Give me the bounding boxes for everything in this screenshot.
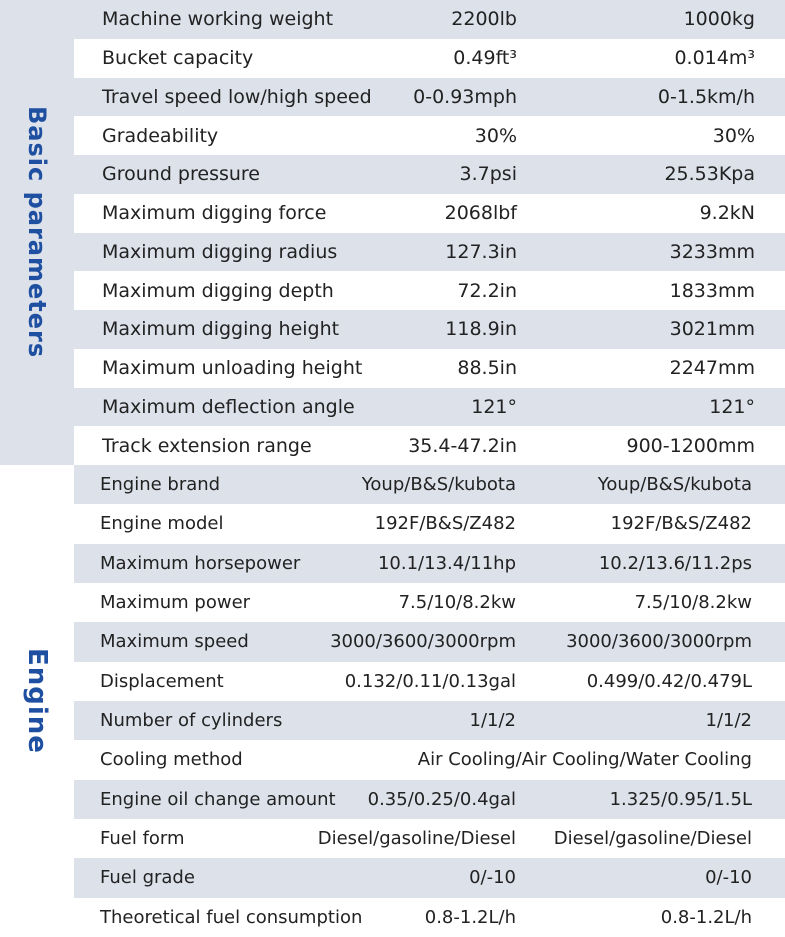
- imperial-value: Youp/B&S/kubota: [361, 474, 516, 496]
- metric-value: 1833mm: [669, 279, 755, 302]
- imperial-value: 30%: [474, 124, 517, 147]
- metric-value: 900-1200mm: [626, 434, 755, 457]
- param-label: Fuel form: [100, 828, 185, 850]
- table-row: [74, 622, 785, 661]
- table-row: [74, 155, 785, 194]
- table-row: [74, 780, 785, 819]
- metric-value: 1000kg: [683, 8, 755, 31]
- param-label: Engine brand: [100, 474, 221, 496]
- table-row: [74, 426, 785, 465]
- param-label: Maximum digging radius: [102, 240, 338, 263]
- imperial-value: 192F/B&S/Z482: [374, 513, 516, 535]
- param-label: Cooling method: [100, 749, 243, 771]
- metric-value: 3000/3600/3000rpm: [566, 631, 752, 653]
- metric-value: 1.325/0.95/1.5L: [609, 788, 752, 810]
- imperial-value: 2200lb: [451, 8, 517, 31]
- param-label: Maximum deflection angle: [102, 395, 355, 418]
- param-label: Machine working weight: [102, 8, 334, 31]
- imperial-value: 88.5in: [457, 357, 517, 380]
- imperial-value: 0/-10: [469, 867, 516, 889]
- imperial-value: 7.5/10/8.2kw: [398, 592, 516, 614]
- param-label: Travel speed low/high speed: [102, 85, 372, 108]
- param-label: Gradeability: [102, 124, 219, 147]
- table-row: [74, 233, 785, 272]
- metric-value: 10.2/13.6/11.2ps: [598, 552, 752, 574]
- metric-value: 192F/B&S/Z482: [610, 513, 752, 535]
- table-row: [74, 465, 785, 504]
- param-label: Maximum digging height: [102, 318, 340, 341]
- basic-parameters-side-label: [0, 0, 74, 465]
- imperial-value: 121°: [471, 395, 517, 418]
- imperial-value: 3.7psi: [459, 163, 517, 186]
- metric-value: 0/-10: [705, 867, 752, 889]
- param-label: Fuel grade: [100, 867, 195, 889]
- param-label: Bucket capacity: [102, 47, 254, 70]
- param-label: Theoretical fuel consumption: [100, 906, 363, 928]
- param-label: Maximum horsepower: [100, 552, 301, 574]
- param-label: Number of cylinders: [100, 710, 283, 732]
- imperial-value: 0-0.93mph: [413, 85, 517, 108]
- imperial-value: 1/1/2: [469, 710, 516, 732]
- imperial-value: 0.8-1.2L/h: [424, 906, 516, 928]
- table-row: [74, 898, 785, 937]
- table-row: [74, 701, 785, 740]
- metric-value: 0.014m³: [674, 47, 755, 70]
- metric-value: 3021mm: [669, 318, 755, 341]
- imperial-value: 118.9in: [445, 318, 517, 341]
- table-row: [74, 583, 785, 622]
- metric-value: 9.2kN: [699, 202, 755, 225]
- engine-title: Engine: [22, 648, 52, 754]
- table-row: [74, 39, 785, 78]
- metric-value: 25.53Kpa: [664, 163, 755, 186]
- engine-section: [0, 465, 785, 937]
- table-row: [74, 388, 785, 427]
- metric-value: Youp/B&S/kubota: [597, 474, 752, 496]
- table-row: [74, 310, 785, 349]
- table-row: [74, 662, 785, 701]
- imperial-value: Diesel/gasoline/Diesel: [317, 828, 516, 850]
- combined-value: Air Cooling/Air Cooling/Water Cooling: [417, 749, 752, 771]
- table-row: [74, 858, 785, 897]
- metric-value: 1/1/2: [705, 710, 752, 732]
- metric-value: 0.499/0.42/0.479L: [586, 670, 752, 692]
- table-row: [74, 819, 785, 858]
- param-label: Engine model: [100, 513, 224, 535]
- imperial-value: 72.2in: [457, 279, 517, 302]
- metric-value: 0-1.5km/h: [657, 85, 755, 108]
- table-row: [74, 740, 785, 779]
- imperial-value: 10.1/13.4/11hp: [377, 552, 516, 574]
- param-label: Maximum digging force: [102, 202, 327, 225]
- table-row: [74, 271, 785, 310]
- imperial-value: 35.4-47.2in: [408, 434, 517, 457]
- basic-parameters-section: [0, 0, 785, 465]
- basic-parameters-table: [74, 0, 785, 465]
- param-label: Track extension range: [102, 434, 312, 457]
- metric-value: 30%: [712, 124, 755, 147]
- param-label: Displacement: [100, 670, 224, 692]
- engine-table: [74, 465, 785, 937]
- imperial-value: 2068lbf: [444, 202, 517, 225]
- basic-parameters-title: Basic parameters: [23, 106, 51, 359]
- metric-value: 7.5/10/8.2kw: [634, 592, 752, 614]
- table-row: [74, 194, 785, 233]
- metric-value: 2247mm: [669, 357, 755, 380]
- table-row: [74, 349, 785, 388]
- param-label: Maximum digging depth: [102, 279, 334, 302]
- param-label: Maximum speed: [100, 631, 249, 653]
- param-label: Maximum power: [100, 592, 251, 614]
- metric-value: 3233mm: [669, 240, 755, 263]
- imperial-value: 127.3in: [445, 240, 517, 263]
- table-row: [74, 78, 785, 117]
- table-row: [74, 116, 785, 155]
- table-row: [74, 544, 785, 583]
- table-row: [74, 0, 785, 39]
- table-row: [74, 504, 785, 543]
- imperial-value: 0.132/0.11/0.13gal: [344, 670, 516, 692]
- metric-value: 121°: [709, 395, 755, 418]
- param-label: Engine oil change amount: [100, 788, 336, 810]
- imperial-value: 0.35/0.25/0.4gal: [367, 788, 516, 810]
- param-label: Ground pressure: [102, 163, 260, 186]
- imperial-value: 0.49ft³: [453, 47, 517, 70]
- engine-side-label: [0, 465, 74, 937]
- param-label: Maximum unloading height: [102, 357, 363, 380]
- imperial-value: 3000/3600/3000rpm: [330, 631, 516, 653]
- metric-value: 0.8-1.2L/h: [660, 906, 752, 928]
- metric-value: Diesel/gasoline/Diesel: [553, 828, 752, 850]
